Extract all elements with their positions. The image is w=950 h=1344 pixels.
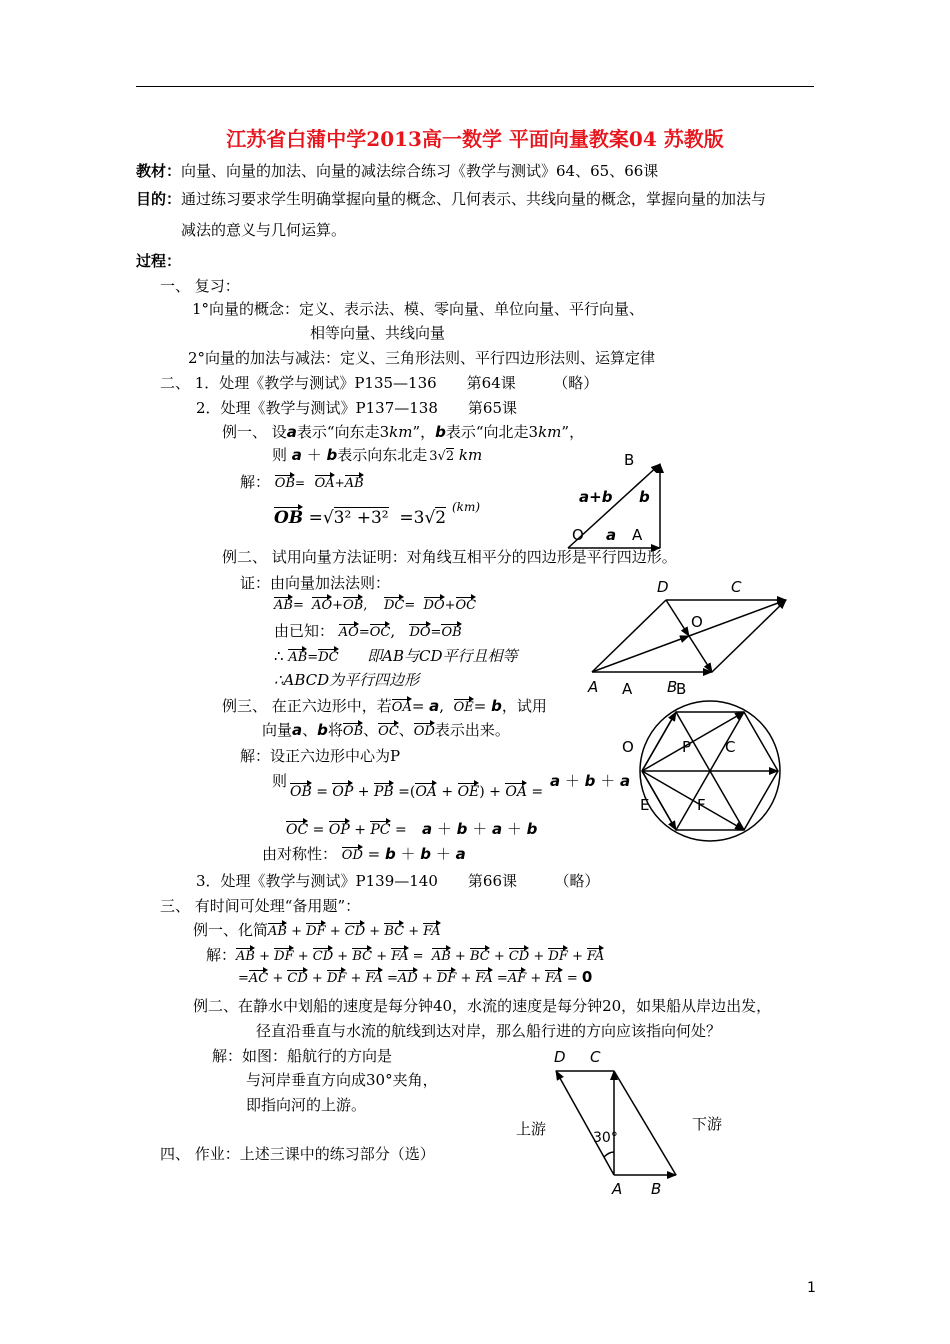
section-2-item-2: 2．处理《教学与测试》P137—138 第65课	[196, 399, 517, 417]
fig3-label-c: C	[725, 738, 736, 756]
fig4-label-a: A	[612, 1180, 623, 1198]
review-item-1: 1°向量的概念：定义、表示法、模、零向量、单位向量、平行向量、	[192, 300, 645, 318]
fig1-label-o: O	[572, 526, 584, 544]
fig4-upstream: 上游	[516, 1120, 547, 1138]
fig1-label-a-point: A	[632, 526, 643, 544]
example-5-solution-2: 与河岸垂直方向成30°夹角，	[246, 1071, 438, 1089]
review-item-2: 2°向量的加法与减法：定义、三角形法则、平行四边形法则、运算定律	[188, 349, 656, 367]
example-1-solution: 解： OB= OA+AB	[240, 473, 364, 491]
page-title: 江苏省白蒲中学2013高一数学 平面向量教案04 苏教版	[226, 127, 724, 151]
fig2-label-a: A	[622, 680, 633, 698]
example-5-question: 径直沿垂直与水流的航线到达对岸，那么船行进的方向应该指向何处？	[256, 1022, 722, 1040]
example-1-magnitude: OB =√3² +3² =3√2	[274, 508, 447, 528]
example-5-heading: 例二、在静水中划船的速度是每分钟40，水流的速度是每分钟20，如果船从岸边出发，	[193, 997, 772, 1015]
fig4-label-d: D	[554, 1048, 566, 1066]
textbook-text: 向量、向量的加法、向量的减法综合练习《教学与测试》64、65、66课	[181, 162, 659, 180]
textbook-label: 教材：	[136, 162, 182, 180]
example-2-conclusion: ∴ABCD为平行四边形	[274, 671, 420, 689]
fig3-label-e: E	[640, 796, 650, 814]
example-3-then: 则	[272, 772, 288, 790]
section-2-item-3: 3．处理《教学与测试》P139—140 第66课 （略）	[196, 872, 600, 890]
fig2-label-a-italic: A	[588, 678, 599, 696]
example-2-eq-2: 由已知： AO=OC, DO=OB	[274, 622, 462, 640]
fig3-label-b: B	[676, 680, 687, 698]
hexagon-figure	[640, 701, 780, 841]
fig3-label-p: P	[682, 738, 692, 756]
process-label: 过程：	[136, 252, 182, 270]
example-4-solution-2: =AC + CD + DF + FA =AD + DF + FA =AF + FA = 0	[238, 968, 593, 986]
example-3-task: 向量a、b将OB、OC、OD表示出来。	[262, 721, 510, 739]
section-4-homework: 四、 作业：上述三课中的练习部分（选）	[160, 1145, 435, 1163]
fig3-label-f: F	[697, 796, 706, 814]
section-1-heading: 一、 复习：	[160, 277, 240, 295]
fig1-label-b-vector: b	[639, 488, 650, 506]
example-3-eq-oc: OC = OP + PC =	[286, 822, 407, 838]
fig4-downstream: 下游	[692, 1115, 723, 1133]
fig1-label-a-plus-b: a+b	[579, 488, 613, 506]
example-2-heading: 例二、 试用向量方法证明：对角线互相平分的四边形是平行四边形。	[222, 548, 677, 566]
example-5-solution-1: 解：如图：船航行的方向是	[212, 1047, 393, 1065]
example-1-statement: 则 a ＋ b表示向东北走 3√2 km	[272, 446, 483, 464]
fig2-label-d: D	[657, 578, 669, 596]
fig4-label-c: C	[590, 1048, 601, 1066]
fig1-label-a-vector: a	[606, 526, 617, 544]
example-3-eq-ob-result: a ＋ b ＋ a	[550, 772, 631, 790]
example-5-solution-3: 即指向河的上游。	[246, 1096, 367, 1114]
example-3-heading: 例三、 在正六边形中，若OA= a, OE= b，试用	[222, 697, 547, 715]
example-4-heading: 例一、化简AB + DF + CD + BC + FA	[193, 921, 441, 939]
section-3-heading: 三、 有时间可处理“备用题”：	[160, 897, 361, 915]
goal-text: 通过练习要求学生明确掌握向量的概念、几何表示、共线向量的概念，掌握向量的加法与	[181, 190, 767, 208]
river-figure	[556, 1071, 676, 1175]
section-2-item-1: 二、 1．处理《教学与测试》P135—136 第64课 （略）	[160, 374, 599, 392]
example-2-proof-start: 证：由向量加法法则：	[240, 574, 391, 592]
example-3-eq-oc-result: a ＋ b ＋ a ＋ b	[422, 820, 538, 838]
example-2-eq-3: ∴ AB=DC 即AB与CD平行且相等	[274, 647, 518, 665]
fig2-label-c: C	[731, 578, 742, 596]
example-4-solution-1: 解：AB + DF + CD + BC + FA = AB + BC + CD + DF + FA	[206, 946, 605, 964]
parallelogram-figure	[592, 600, 786, 672]
example-2-eq-1: AB= AO+OB, DC= DO+OC	[274, 598, 477, 613]
fig4-angle: 30°	[593, 1130, 618, 1146]
review-item-1b: 相等向量、共线向量	[310, 324, 446, 342]
fig4-label-b: B	[651, 1180, 662, 1198]
km-unit: (km)	[452, 500, 481, 514]
fig2-label-b-italic: B	[667, 678, 678, 696]
goal-label: 目的：	[136, 190, 182, 208]
fig1-label-b-point: B	[624, 451, 635, 469]
goal-line-2: 减法的意义与几何运算。	[181, 221, 347, 239]
example-1-heading: 例一、 设a表示“向东走3km”，b表示“向北走3km”，	[222, 423, 585, 441]
fig3-label-o: O	[622, 738, 634, 756]
example-3-eq-ob: OB = OP + PB =(OA + OE) + OA =	[290, 784, 544, 800]
fig2-label-o: O	[691, 613, 703, 631]
example-3-solution: 解：设正六边形中心为P	[240, 747, 401, 765]
example-3-symmetry: 由对称性： OD = b ＋ b ＋ a	[262, 845, 466, 863]
page-number: 1	[807, 1280, 816, 1296]
